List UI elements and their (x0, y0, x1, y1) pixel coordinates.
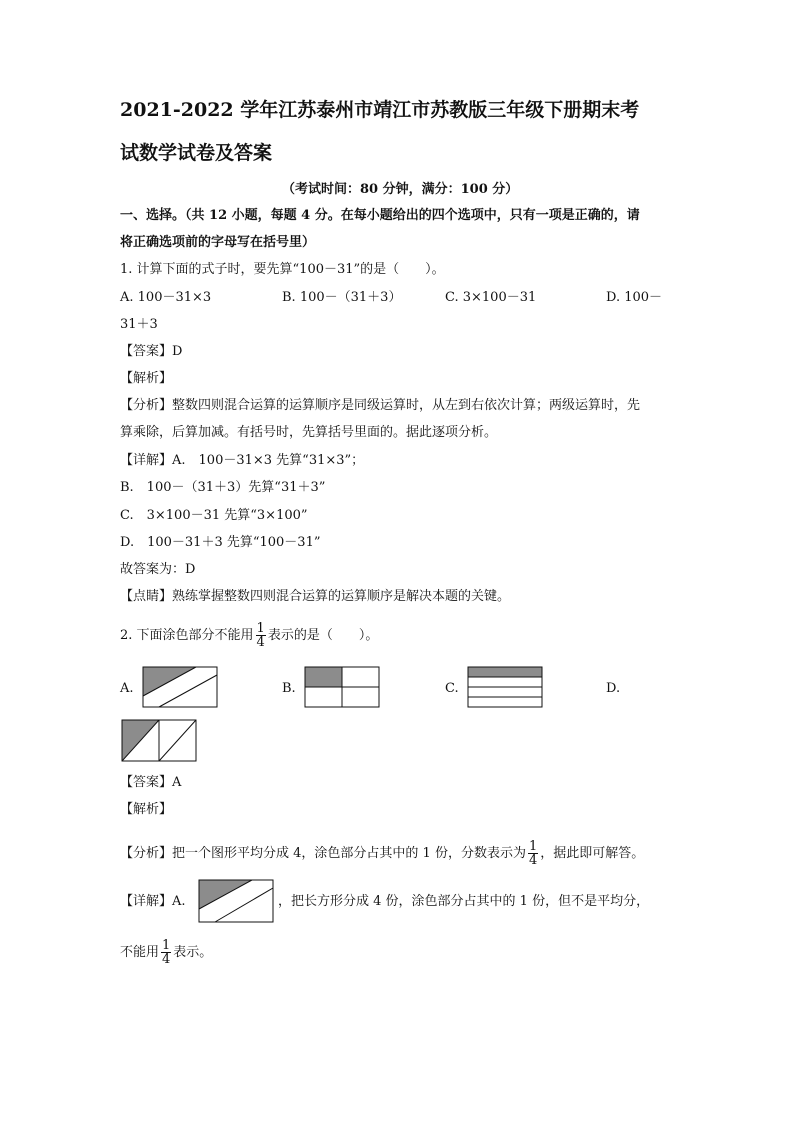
q1-answer: 【答案】D (120, 344, 183, 359)
q2-option-d-label: D. (606, 681, 621, 696)
q2-stem-part1: 2. 下面涂色部分不能用 (120, 628, 254, 643)
q1-detail-c: C. 3×100－31 先算“3×100” (120, 508, 308, 523)
q1-option-c: C. 3×100－31 (445, 290, 537, 305)
q2-detail-fraction (161, 939, 171, 966)
q1-fenxi-line1: 【分析】整数四则混合运算的运算顺序是同级运算时，从左到右依次计算；两级运算时，先 (120, 398, 641, 413)
q2-option-c-label: C. (445, 681, 459, 696)
q1-detail-b: B. 100－（31＋3）先算“31＋3” (120, 480, 326, 495)
fraction-denominator: 4 (528, 853, 538, 868)
q2-fenxi (120, 840, 644, 867)
q2-detail-conclusion (120, 939, 212, 966)
q2-fraction (256, 622, 266, 649)
q1-option-d: D. 100－ (606, 290, 663, 305)
shaded-region (305, 667, 342, 687)
q1-option-d-cont: 31＋3 (120, 317, 158, 332)
q2-option-a-label: A. (120, 681, 134, 696)
shaded-region (468, 667, 542, 677)
q1-detail-a: 【详解】A. 100－31×3 先算“31×3”； (120, 453, 365, 468)
q2-detail-figure (198, 879, 276, 925)
q2-detail-text: ，把长方形分成 4 份，涂色部分占其中的 1 份，但不是平均分， (278, 894, 650, 909)
q1-stem: 1. 计算下面的式子时，要先算“100－31”的是（ ）。 (120, 262, 445, 277)
fraction-numerator: 1 (256, 621, 265, 636)
section1-heading-line2: 将正确选项前的字母写在括号里） (120, 235, 316, 250)
doc-title-line1: 2021-2022 学年江苏泰州市靖江市苏教版三年级下册期末考 (120, 99, 640, 121)
q2-figure-a (142, 666, 220, 710)
q2-detail-conclusion-part1: 不能用 (120, 945, 160, 960)
exam-info: （考试时间：80 分钟，满分：100 分） (282, 182, 519, 197)
q1-jiexi: 【解析】 (120, 371, 173, 386)
q2-figure-d (121, 719, 199, 764)
q2-fenxi-fraction (528, 840, 538, 867)
q1-detail-d: D. 100－31＋3 先算“100－31” (120, 535, 321, 550)
fraction-numerator: 1 (162, 938, 171, 953)
fraction-denominator: 4 (256, 635, 265, 650)
q1-option-a: A. 100－31×3 (120, 290, 212, 305)
q2-figure-c (467, 666, 545, 710)
q2-stem (120, 622, 378, 649)
doc-title-line2: 试数学试卷及答案 (120, 142, 273, 164)
fraction-denominator: 4 (162, 952, 171, 967)
q2-answer: 【答案】A (120, 775, 182, 790)
q1-conclusion: 故答案为：D (120, 562, 196, 577)
q2-detail-conclusion-part2: 表示。 (173, 945, 213, 960)
q2-jiexi: 【解析】 (120, 802, 173, 817)
q2-stem-part2: 表示的是（ ）。 (267, 628, 379, 643)
q2-detail-a-label: 【详解】A. (120, 894, 186, 909)
q2-fenxi-part2: ，据此即可解答。 (540, 846, 645, 861)
section1-heading-line1: 一、选择。（共 12 小题，每题 4 分。在每小题给出的四个选项中，只有一项是正确的，请 (120, 208, 640, 223)
q2-figure-b (304, 666, 382, 710)
q1-dianjing: 【点睛】熟练掌握整数四则混合运算的运算顺序是解决本题的关键。 (120, 589, 511, 604)
q2-option-b-label: B. (282, 681, 296, 696)
q1-option-b: B. 100－（31＋3） (282, 290, 402, 305)
fraction-numerator: 1 (528, 839, 538, 854)
q1-fenxi-line2: 算乘除，后算加减。有括号时，先算括号里面的。据此逐项分析。 (120, 425, 498, 440)
q2-fenxi-part1: 【分析】把一个图形平均分成 4，涂色部分占其中的 1 份，分数表示为 (120, 846, 526, 861)
